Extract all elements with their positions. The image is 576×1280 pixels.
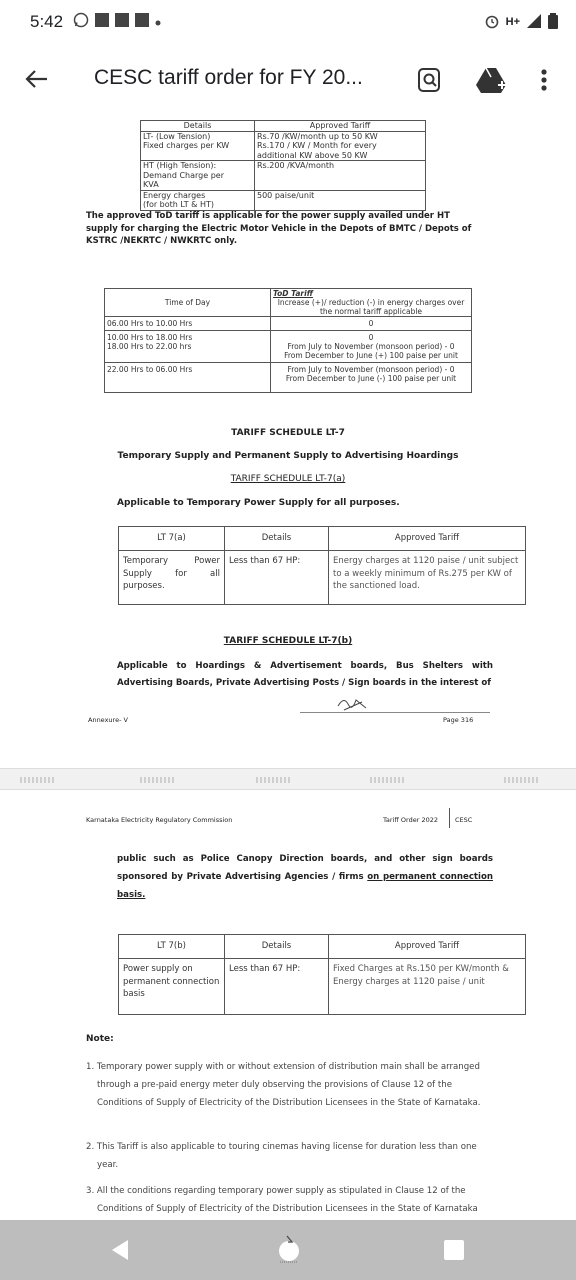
- more-vert-icon[interactable]: [534, 65, 554, 95]
- nav-recent-apps-icon[interactable]: [444, 1240, 464, 1260]
- table-header: Approved Tariff: [255, 121, 426, 132]
- continuation-underlined: on permanent connection basis.: [117, 872, 494, 900]
- whatsapp-icon: [73, 12, 89, 33]
- table-cell: Fixed Charges at Rs.150 per KW/month & Energy charges at 1120 paise / unit: [329, 959, 526, 1015]
- status-bar: [0, 0, 576, 44]
- charges-table: [140, 120, 426, 211]
- table-row: [141, 161, 426, 191]
- document-page-317: [0, 790, 576, 1220]
- lt7b-applicable: Applicable to Hoardings & Advertisement boards, Bus Shelters with Advertising Boards, Private Advertising Posts / Sign boards in the interest of: [117, 661, 493, 688]
- network-type-label: H+: [505, 16, 520, 28]
- table-row: [105, 317, 472, 331]
- lt7-heading: TARIFF SCHEDULE LT-7: [231, 428, 345, 438]
- page-header-left: Karnataka Electricity Regulatory Commission: [86, 816, 233, 824]
- tariff-value: From July to November (monsoon period) - 0 From December to June (+) 100 paise per unit: [284, 342, 458, 360]
- continuation-text: public such as Police Canopy Direction boards, and other sign boards sponsored by Private Advertising Agencies / firms: [117, 854, 493, 882]
- system-nav-bar: [0, 1220, 576, 1280]
- table-cell: 22.00 Hrs to 06.00 Hrs: [105, 363, 271, 393]
- page-header-right-cesc: CESC: [455, 816, 473, 824]
- table-header: Details: [225, 935, 329, 959]
- status-time: 5:42: [30, 12, 64, 31]
- battery-icon: [548, 13, 558, 32]
- note-item: 3. All the conditions regarding temporary power supply as stipulated in Clause 12 of the Conditions of Supply of Electricity of the Distribution Licensees in the State of Karnataka: [86, 1186, 478, 1214]
- table-cell: LT- (Low Tension) Fixed charges per KW: [141, 131, 255, 161]
- nav-home-icon[interactable]: [276, 1234, 302, 1264]
- table-cell: Rs.70 /KW/month up to 50 KW Rs.170 / KW / Month for every additional KW above 50 KW: [255, 131, 426, 161]
- app-bar: [0, 44, 576, 116]
- signal-icon: [526, 13, 542, 32]
- table-cell: 500 paise/unit: [255, 190, 426, 210]
- table-row: [119, 959, 526, 1015]
- table-row: [105, 363, 472, 393]
- table-cell: Less than 67 HP:: [225, 959, 329, 1015]
- lt7a-table: [118, 526, 526, 605]
- document-title: CESC tariff order for FY 20...: [94, 66, 363, 89]
- lt7b-heading: TARIFF SCHEDULE LT-7(b): [223, 636, 353, 646]
- table-cell: Temporary Power Supply for all purposes.: [119, 551, 225, 605]
- table-header: LT 7(a): [119, 527, 225, 551]
- table-cell: Less than 67 HP:: [225, 551, 329, 605]
- table-header: Approved Tariff: [329, 527, 526, 551]
- tariff-value: 0: [368, 333, 374, 342]
- table-cell: Energy charges (for both LT & HT): [141, 190, 255, 210]
- document-page-316: [0, 116, 576, 768]
- time-slot-label: 18.00 Hrs to 22.00 hrs: [107, 342, 192, 351]
- table-cell: 06.00 Hrs to 10.00 Hrs: [105, 317, 271, 331]
- time-slot-label: 10.00 Hrs to 18.00 Hrs: [107, 333, 193, 342]
- drive-add-icon[interactable]: [476, 65, 506, 95]
- table-cell: Power supply on permanent connection basis: [119, 959, 225, 1015]
- table-cell: From July to November (monsoon period) - 0 From December to June (-) 100 paise per unit: [271, 363, 472, 393]
- table-row: [141, 190, 426, 210]
- note-label: Note:: [86, 1034, 114, 1044]
- page-separator-mark: [256, 777, 290, 783]
- lt7a-heading: TARIFF SCHEDULE LT-7(a): [230, 474, 346, 484]
- page-footer-left: Annexure- V: [88, 716, 128, 724]
- table-cell: [105, 331, 271, 363]
- back-arrow-icon[interactable]: [22, 64, 52, 94]
- page-separator-mark: [504, 777, 538, 783]
- note-item: 2. This Tariff is also applicable to touring cinemas having license for duration less than one year.: [86, 1142, 477, 1170]
- notification-icon: [135, 13, 149, 32]
- table-header: LT 7(b): [119, 935, 225, 959]
- tod-tariff-subtitle: Increase (+)/ reduction (-) in energy charges over the normal tariff applicable: [277, 298, 465, 316]
- nav-back-icon[interactable]: [108, 1238, 132, 1262]
- table-header: [271, 289, 472, 317]
- notification-icon: [115, 13, 129, 32]
- lt7b-continuation: [117, 850, 493, 904]
- lt7a-applicable: Applicable to Temporary Power Supply for all purposes.: [117, 498, 400, 508]
- page-separator-mark: [140, 777, 174, 783]
- tod-paragraph: The approved ToD tariff is applicable for the power supply availed under HT supply for charging the Electric Motor Vehicle in the Depots of BMTC / Depots of KSTRC /NEKRTC / NWKRTC only.: [86, 211, 472, 246]
- tod-table: [104, 288, 472, 393]
- page-footer-rule: [300, 712, 490, 713]
- status-right-group: [484, 13, 558, 32]
- page-separator-mark: [20, 777, 54, 783]
- tod-tariff-title: ToD Tariff: [273, 289, 313, 298]
- lt7-subheading: Temporary Supply and Permanent Supply to Advertising Hoardings: [117, 451, 459, 461]
- table-header: Details: [141, 121, 255, 132]
- table-cell: Energy charges at 1120 paise / unit subject to a weekly minimum of Rs.275 per KW of the sanctioned load.: [329, 551, 526, 605]
- page-footer-right: Page 316: [443, 716, 474, 724]
- notification-icon: [95, 13, 109, 32]
- table-header: Details: [225, 527, 329, 551]
- lens-icon[interactable]: [414, 65, 444, 95]
- table-row: [119, 551, 526, 605]
- lt7b-table: [118, 934, 526, 1015]
- header-divider: [449, 808, 450, 828]
- note-item: 1. Temporary power supply with or without extension of distribution main shall be arranged through a pre-paid energy meter duly observing the provisions of Clause 12 of the Conditions of Supply of Electricity of the Distribution Licensees in the State of Karnataka.: [86, 1062, 481, 1108]
- table-row: [141, 131, 426, 161]
- more-notifications-dot-icon: [155, 13, 161, 31]
- page-separator: [0, 768, 576, 790]
- table-cell: Rs.200 /KVA/month: [255, 161, 426, 191]
- table-cell: [271, 331, 472, 363]
- table-row: [105, 331, 472, 363]
- table-cell: 0: [271, 317, 472, 331]
- page-separator-mark: [370, 777, 404, 783]
- table-header: Time of Day: [105, 289, 271, 317]
- document-viewer[interactable]: [0, 116, 576, 1220]
- page-header-right-order: Tariff Order 2022: [383, 816, 438, 824]
- table-cell: HT (High Tension): Demand Charge per KVA: [141, 161, 255, 191]
- alarm-icon: [484, 13, 500, 32]
- table-header: Approved Tariff: [329, 935, 526, 959]
